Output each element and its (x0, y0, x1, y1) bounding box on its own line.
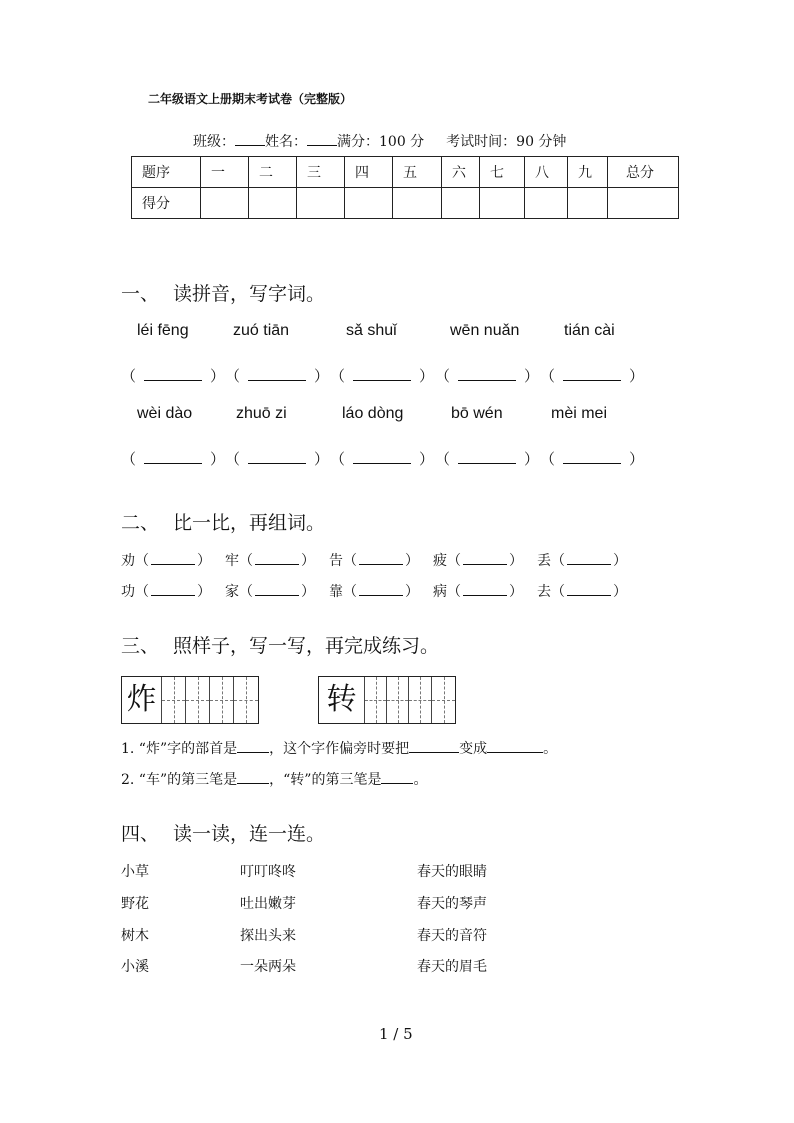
answer-blank[interactable] (381, 773, 413, 784)
compare-item[interactable]: 丢（ ） (537, 553, 627, 569)
grid-cell[interactable] (210, 677, 234, 723)
score-header-cell: 五 (393, 157, 442, 188)
answer-blank[interactable]: （ ） (435, 450, 540, 468)
pinyin-item: láo dòng (342, 405, 404, 422)
answer-blank[interactable]: （ ） (121, 367, 226, 385)
grid-cell (319, 677, 365, 723)
score-cell[interactable] (525, 188, 568, 219)
score-cell[interactable] (608, 188, 679, 219)
compare-item[interactable]: 疲（ ） (433, 553, 523, 569)
section1-number: 一、 (121, 283, 160, 305)
score-header-cell: 一 (201, 157, 249, 188)
pinyin-item: bō wén (451, 405, 503, 422)
match-middle-item[interactable]: 叮叮咚咚 (240, 864, 296, 880)
score-header-cell: 七 (480, 157, 525, 188)
pinyin-item: sǎ shuǐ (346, 322, 397, 339)
score-header-cell: 九 (568, 157, 608, 188)
answer-blank[interactable] (237, 742, 269, 753)
compare-item[interactable]: 牢（ ） (225, 553, 315, 569)
pinyin-item: léi fēng (137, 322, 189, 339)
name-label: 姓名： (265, 134, 307, 150)
grid-cell (122, 677, 162, 723)
full-score: 满分：100 分 (337, 134, 425, 150)
score-table-header-row (132, 157, 679, 188)
question-2: 2. “车”的第三笔是 ，“转”的第三笔是 。 (121, 772, 428, 788)
grid-cell[interactable] (234, 677, 258, 723)
match-middle-item[interactable]: 一朵两朵 (240, 959, 296, 975)
class-label: 班级： (193, 134, 235, 150)
match-right-item[interactable]: 春天的音符 (417, 928, 487, 944)
match-left-item[interactable]: 树木 (121, 928, 149, 944)
score-header-cell: 八 (525, 157, 568, 188)
score-cell[interactable] (345, 188, 393, 219)
class-blank[interactable] (235, 133, 265, 146)
compare-item[interactable]: 靠（ ） (329, 584, 419, 600)
answer-blank[interactable]: （ ） (330, 367, 435, 385)
section3-title (121, 631, 439, 658)
answer-blank[interactable]: （ ） (225, 450, 330, 468)
section2-number: 二、 (121, 512, 160, 534)
score-cell[interactable] (442, 188, 480, 219)
answer-blank[interactable] (237, 773, 269, 784)
compare-item[interactable]: 家（ ） (225, 584, 315, 600)
document-title: 二年级语文上册期末考试卷（完整版） (148, 92, 353, 106)
pinyin-item: wēn nuǎn (450, 322, 520, 339)
compare-item[interactable]: 病（ ） (433, 584, 523, 600)
exam-info (193, 131, 566, 151)
match-middle-item[interactable]: 吐出嫩芽 (240, 896, 296, 912)
writing-grid-1[interactable] (121, 676, 259, 724)
section3-number: 三、 (121, 635, 160, 657)
compare-item[interactable]: 功（ ） (121, 584, 211, 600)
score-header-cell: 四 (345, 157, 393, 188)
answer-blank[interactable]: （ ） (435, 367, 540, 385)
score-header-cell: 二 (249, 157, 297, 188)
match-left-item[interactable]: 野花 (121, 896, 149, 912)
answer-blank[interactable]: （ ） (540, 367, 645, 385)
sample-char: 转 (326, 682, 357, 717)
section2-text: 比一比，再组词。 (173, 512, 326, 534)
question-1: 1. “炸”字的部首是 ，这个字作偏旁时要把 变成 。 (121, 741, 558, 757)
answer-blank[interactable]: （ ） (225, 367, 330, 385)
pinyin-item: zhuō zi (236, 405, 287, 422)
answer-blank[interactable]: （ ） (121, 450, 226, 468)
pinyin-item: zuó tiān (233, 322, 290, 339)
sample-char: 炸 (126, 682, 157, 717)
score-cell[interactable] (249, 188, 297, 219)
score-header-cell: 六 (442, 157, 480, 188)
score-table (131, 156, 679, 219)
compare-item[interactable]: 去（ ） (537, 584, 627, 600)
match-right-item[interactable]: 春天的眼睛 (417, 864, 487, 880)
score-cell[interactable] (568, 188, 608, 219)
grid-cell[interactable] (186, 677, 210, 723)
exam-time: 考试时间：90 分钟 (446, 134, 567, 150)
answer-blank[interactable]: （ ） (540, 450, 645, 468)
answer-blank[interactable] (487, 742, 543, 753)
grid-cell[interactable] (365, 677, 387, 723)
page-number: 1 / 5 (379, 1025, 413, 1043)
score-cell[interactable] (201, 188, 249, 219)
grid-cell[interactable] (162, 677, 186, 723)
compare-item[interactable]: 告（ ） (329, 553, 419, 569)
match-right-item[interactable]: 春天的眉毛 (417, 959, 487, 975)
name-blank[interactable] (307, 133, 337, 146)
match-middle-item[interactable]: 探出头来 (240, 928, 296, 944)
section1-title (121, 279, 325, 306)
score-table-score-row (132, 188, 679, 219)
pinyin-item: tián cài (564, 322, 615, 339)
writing-grid-2[interactable] (318, 676, 456, 724)
grid-cell[interactable] (409, 677, 432, 723)
match-right-item[interactable]: 春天的琴声 (417, 896, 487, 912)
grid-cell[interactable] (387, 677, 409, 723)
match-left-item[interactable]: 小草 (121, 864, 149, 880)
answer-blank[interactable]: （ ） (330, 450, 435, 468)
score-cell[interactable] (297, 188, 345, 219)
section4-title (121, 819, 325, 846)
score-header-cell: 三 (297, 157, 345, 188)
section4-text: 读一读，连一连。 (173, 823, 326, 845)
pinyin-item: wèi dào (137, 405, 193, 422)
match-left-item[interactable]: 小溪 (121, 959, 149, 975)
answer-blank[interactable] (409, 742, 459, 753)
grid-cell[interactable] (432, 677, 455, 723)
section3-text: 照样子，写一写，再完成练习。 (173, 635, 440, 657)
score-header-cell: 题序 (132, 157, 201, 188)
section4-number: 四、 (121, 823, 160, 845)
section1-text: 读拼音，写字词。 (173, 283, 326, 305)
score-header-cell: 总分 (608, 157, 679, 188)
pinyin-item: mèi mei (551, 405, 608, 422)
score-cell[interactable] (480, 188, 525, 219)
section2-title (121, 508, 325, 535)
compare-item[interactable]: 劝（ ） (121, 553, 211, 569)
score-row-label: 得分 (132, 188, 201, 219)
score-cell[interactable] (393, 188, 442, 219)
